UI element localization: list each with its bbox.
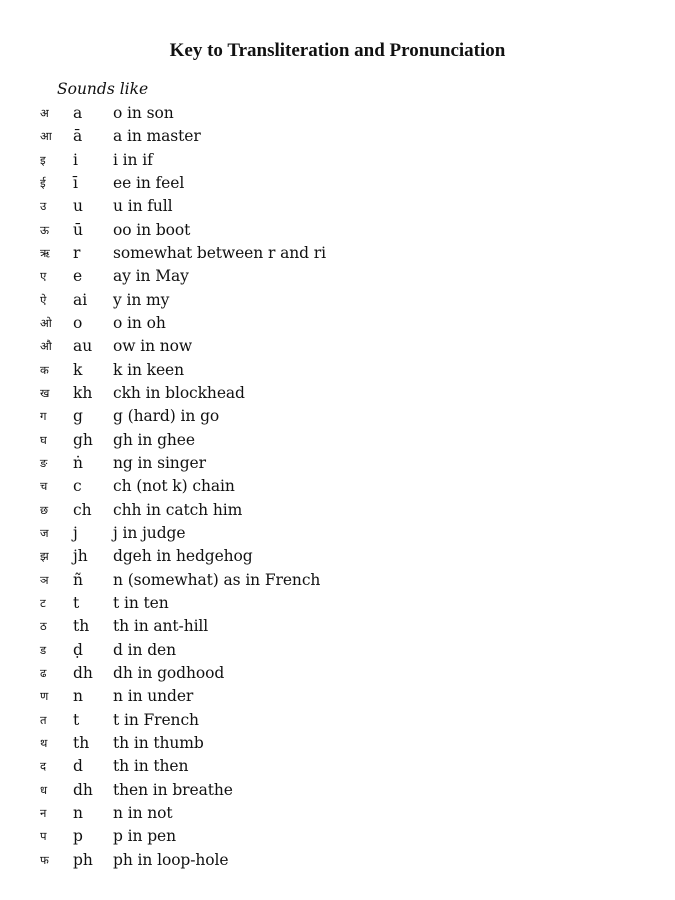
transliteration: ai xyxy=(73,290,88,309)
key-row xyxy=(40,290,640,313)
pronunciation-example: ng in singer xyxy=(113,453,206,472)
key-row xyxy=(40,500,640,523)
devanagari-letter: उ xyxy=(40,199,47,214)
devanagari-letter: ट xyxy=(40,595,46,610)
pronunciation-example: th in thumb xyxy=(113,733,204,752)
pronunciation-example: y in my xyxy=(113,290,170,309)
transliteration: a xyxy=(73,104,83,122)
pronunciation-example: i in if xyxy=(113,150,153,169)
pronunciation-example: gh in ghee xyxy=(113,430,195,449)
devanagari-letter: छ xyxy=(40,502,49,517)
pronunciation-example: th in ant-hill xyxy=(113,617,209,636)
pronunciation-example: then in breathe xyxy=(113,780,233,799)
devanagari-letter: त xyxy=(40,712,47,727)
pronunciation-example: j in judge xyxy=(113,523,186,542)
key-row xyxy=(40,710,640,733)
transliteration: t xyxy=(73,593,80,612)
transliteration: ch xyxy=(73,500,92,519)
devanagari-letter: ठ xyxy=(40,619,47,634)
column-heading: Sounds like xyxy=(57,80,149,98)
devanagari-letter: इ xyxy=(40,152,46,167)
pronunciation-example: k in keen xyxy=(113,360,185,379)
transliteration: ph xyxy=(73,850,93,869)
transliteration: e xyxy=(73,267,83,286)
pronunciation-example: n in under xyxy=(113,687,194,706)
key-row xyxy=(40,593,640,616)
devanagari-letter: ज xyxy=(40,525,49,540)
key-row xyxy=(40,453,640,476)
devanagari-letter: ध xyxy=(40,782,48,797)
key-row xyxy=(40,103,640,126)
transliteration: ṅ xyxy=(73,453,83,472)
key-row xyxy=(40,383,640,406)
devanagari-letter: द xyxy=(40,759,47,774)
key-row xyxy=(40,220,640,243)
pronunciation-example: u in full xyxy=(113,197,173,216)
devanagari-letter: अ xyxy=(40,106,49,120)
pronunciation-example: dh in godhood xyxy=(113,663,225,682)
pronunciation-example: oo in boot xyxy=(113,220,191,239)
transliteration-key-list xyxy=(40,103,640,873)
key-row xyxy=(40,406,640,429)
devanagari-letter: औ xyxy=(40,339,52,354)
key-row xyxy=(40,523,640,546)
devanagari-letter: ऋ xyxy=(40,245,50,260)
key-row xyxy=(40,640,640,663)
key-row xyxy=(40,476,640,499)
transliteration: dh xyxy=(73,663,93,682)
pronunciation-example: t in French xyxy=(113,710,199,729)
pronunciation-example: ee in feel xyxy=(113,173,185,192)
key-row xyxy=(40,173,640,196)
key-row xyxy=(40,196,640,219)
devanagari-letter: ढ xyxy=(40,665,47,680)
pronunciation-example: o in son xyxy=(113,104,174,122)
pronunciation-example: g (hard) in go xyxy=(113,407,220,426)
pronunciation-example: a in master xyxy=(113,127,201,146)
key-row xyxy=(40,360,640,383)
devanagari-letter: ख xyxy=(40,385,50,400)
transliteration: g xyxy=(73,407,83,426)
devanagari-letter: आ xyxy=(40,129,52,144)
devanagari-letter: ए xyxy=(40,269,47,284)
transliteration: ḍ xyxy=(73,640,83,659)
transliteration: ī xyxy=(73,173,78,192)
pronunciation-example: th in then xyxy=(113,757,189,776)
key-row xyxy=(40,756,640,779)
pronunciation-example: d in den xyxy=(113,640,176,659)
pronunciation-example: ch (not k) chain xyxy=(113,477,235,496)
devanagari-letter: ई xyxy=(40,175,46,190)
transliteration: j xyxy=(73,523,78,542)
key-row xyxy=(40,826,640,849)
transliteration: kh xyxy=(73,383,93,402)
transliteration: t xyxy=(73,710,80,729)
key-row xyxy=(40,733,640,756)
transliteration: k xyxy=(73,360,83,379)
transliteration: au xyxy=(73,337,93,356)
key-row xyxy=(40,850,640,873)
key-row xyxy=(40,150,640,173)
transliteration: gh xyxy=(73,430,93,449)
pronunciation-example: p in pen xyxy=(113,827,176,846)
pronunciation-example: ay in May xyxy=(113,267,189,286)
pronunciation-example: somewhat between r and ri xyxy=(113,243,326,262)
transliteration: th xyxy=(73,733,90,752)
transliteration: dh xyxy=(73,780,93,799)
transliteration: n xyxy=(73,803,83,822)
pronunciation-example: chh in catch him xyxy=(113,500,243,519)
transliteration: jh xyxy=(73,547,88,566)
devanagari-letter: ङ xyxy=(40,455,48,470)
transliteration: ū xyxy=(73,220,83,239)
key-row xyxy=(40,126,640,149)
devanagari-letter: झ xyxy=(40,549,49,564)
key-row xyxy=(40,663,640,686)
pronunciation-example: n (somewhat) as in French xyxy=(113,570,321,589)
devanagari-letter: ग xyxy=(40,409,47,424)
devanagari-letter: क xyxy=(40,362,49,377)
devanagari-letter: थ xyxy=(40,735,48,750)
page-title: Key to Transliteration and Pronunciation xyxy=(169,40,506,61)
transliteration: ñ xyxy=(73,570,83,589)
transliteration: ā xyxy=(73,127,83,146)
key-row xyxy=(40,570,640,593)
key-row xyxy=(40,313,640,336)
devanagari-letter: ड xyxy=(40,642,47,657)
pronunciation-example: ckh in blockhead xyxy=(113,383,245,402)
transliteration: d xyxy=(73,757,83,776)
transliteration: c xyxy=(73,477,82,496)
transliteration: r xyxy=(73,243,81,262)
key-row xyxy=(40,430,640,453)
pronunciation-example: t in ten xyxy=(113,593,169,612)
key-row xyxy=(40,616,640,639)
pronunciation-example: ph in loop-hole xyxy=(113,850,229,869)
devanagari-letter: न xyxy=(40,805,47,820)
devanagari-letter: ऊ xyxy=(40,222,50,237)
transliteration: th xyxy=(73,617,90,636)
key-row xyxy=(40,546,640,569)
transliteration: p xyxy=(73,827,83,846)
devanagari-letter: फ xyxy=(40,852,49,867)
devanagari-letter: च xyxy=(40,479,48,494)
pronunciation-example: n in not xyxy=(113,803,173,822)
pronunciation-example: ow in now xyxy=(113,337,193,356)
transliteration: i xyxy=(73,150,78,169)
pronunciation-example: dgeh in hedgehog xyxy=(113,547,253,566)
devanagari-letter: प xyxy=(40,829,47,844)
devanagari-letter: घ xyxy=(40,432,47,447)
key-row xyxy=(40,336,640,359)
devanagari-letter: ऐ xyxy=(40,292,47,307)
key-row xyxy=(40,780,640,803)
key-row xyxy=(40,686,640,709)
transliteration: o xyxy=(73,313,83,332)
transliteration: u xyxy=(73,197,83,216)
pronunciation-example: o in oh xyxy=(113,313,166,332)
devanagari-letter: ञ xyxy=(40,572,49,587)
key-row xyxy=(40,266,640,289)
devanagari-letter: ण xyxy=(40,689,49,704)
transliteration: n xyxy=(73,687,83,706)
key-row xyxy=(40,243,640,266)
key-row xyxy=(40,803,640,826)
devanagari-letter: ओ xyxy=(40,315,52,330)
